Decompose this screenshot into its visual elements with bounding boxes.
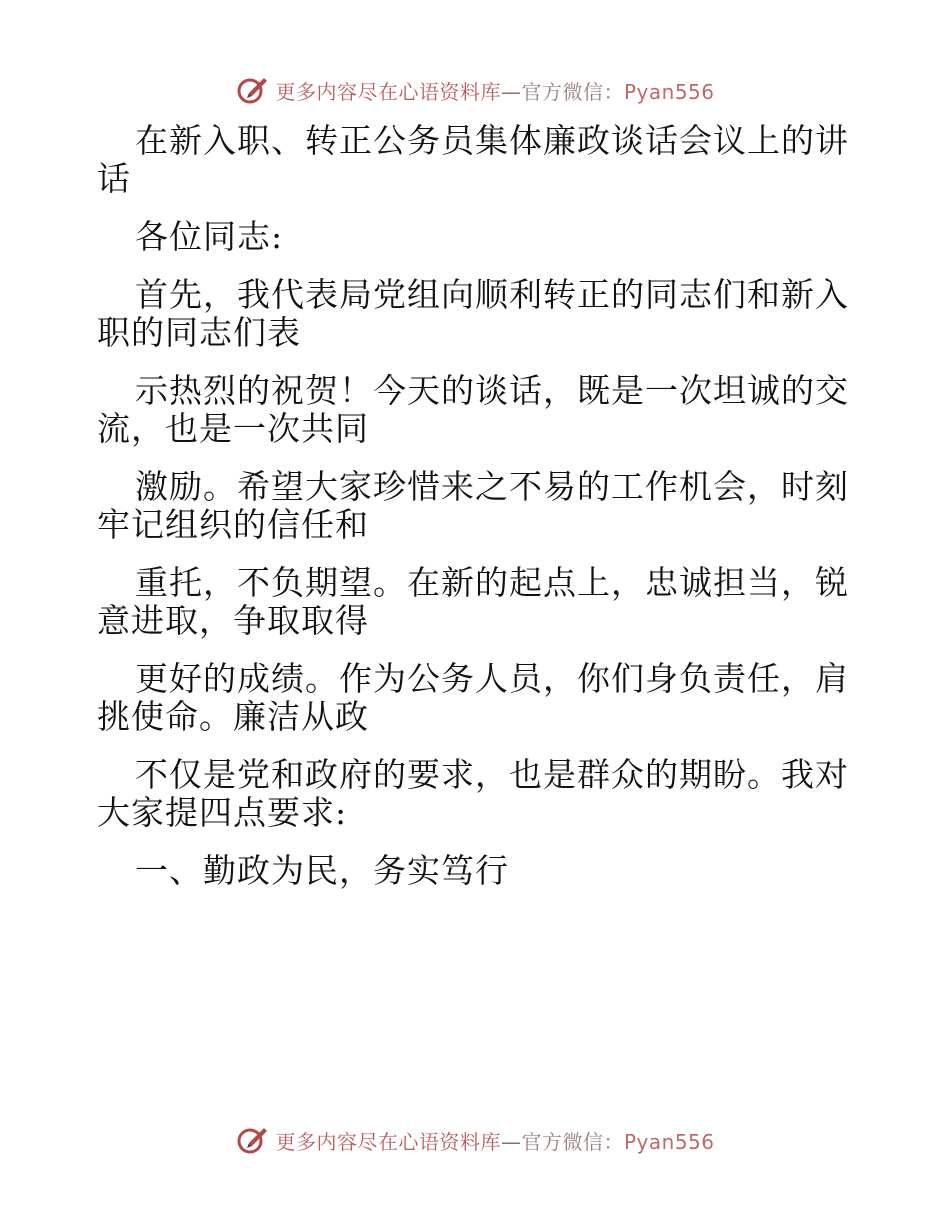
paragraph-line: 激励。希望大家珍惜来之不易的工作机会，时刻: [135, 467, 849, 506]
greeting: 各位同志:: [135, 217, 284, 256]
pen-logo-icon: [235, 1123, 269, 1157]
document-title-line-2: 话: [97, 159, 131, 198]
footer-watermark: [0, 1120, 950, 1160]
paragraph-line: 挑使命。廉洁从政: [97, 697, 369, 736]
paragraph-line: 首先，我代表局党组向顺利转正的同志们和新入: [135, 275, 849, 314]
watermark-text: 更多内容尽在心语资料库—官方微信：Pyan556: [275, 1129, 715, 1154]
header-watermark: [0, 70, 950, 110]
paragraph-line: 示热烈的祝贺！今天的谈话，既是一次坦诚的交: [135, 371, 849, 410]
watermark-text: 更多内容尽在心语资料库—官方微信：Pyan556: [275, 79, 715, 104]
paragraph-line: 意进取，争取取得: [97, 601, 369, 640]
paragraph-line: 不仅是党和政府的要求，也是群众的期盼。我对: [135, 755, 849, 794]
section-heading: 一、勤政为民，务实笃行: [135, 851, 509, 890]
paragraph-line: 流，也是一次共同: [97, 409, 369, 448]
paragraph-line: 重托，不负期望。在新的起点上，忠诚担当，锐: [135, 563, 849, 602]
document-body: [97, 122, 857, 890]
paragraph-line: 职的同志们表: [97, 313, 301, 352]
paragraph-line: 更好的成绩。作为公务人员，你们身负责任，肩: [135, 659, 849, 698]
paragraph-line: 牢记组织的信任和: [97, 505, 369, 544]
document-title-line-1: 在新入职、转正公务员集体廉政谈话会议上的讲: [135, 121, 849, 160]
pen-logo-icon: [235, 73, 269, 107]
paragraph-line: 大家提四点要求:: [97, 793, 348, 832]
